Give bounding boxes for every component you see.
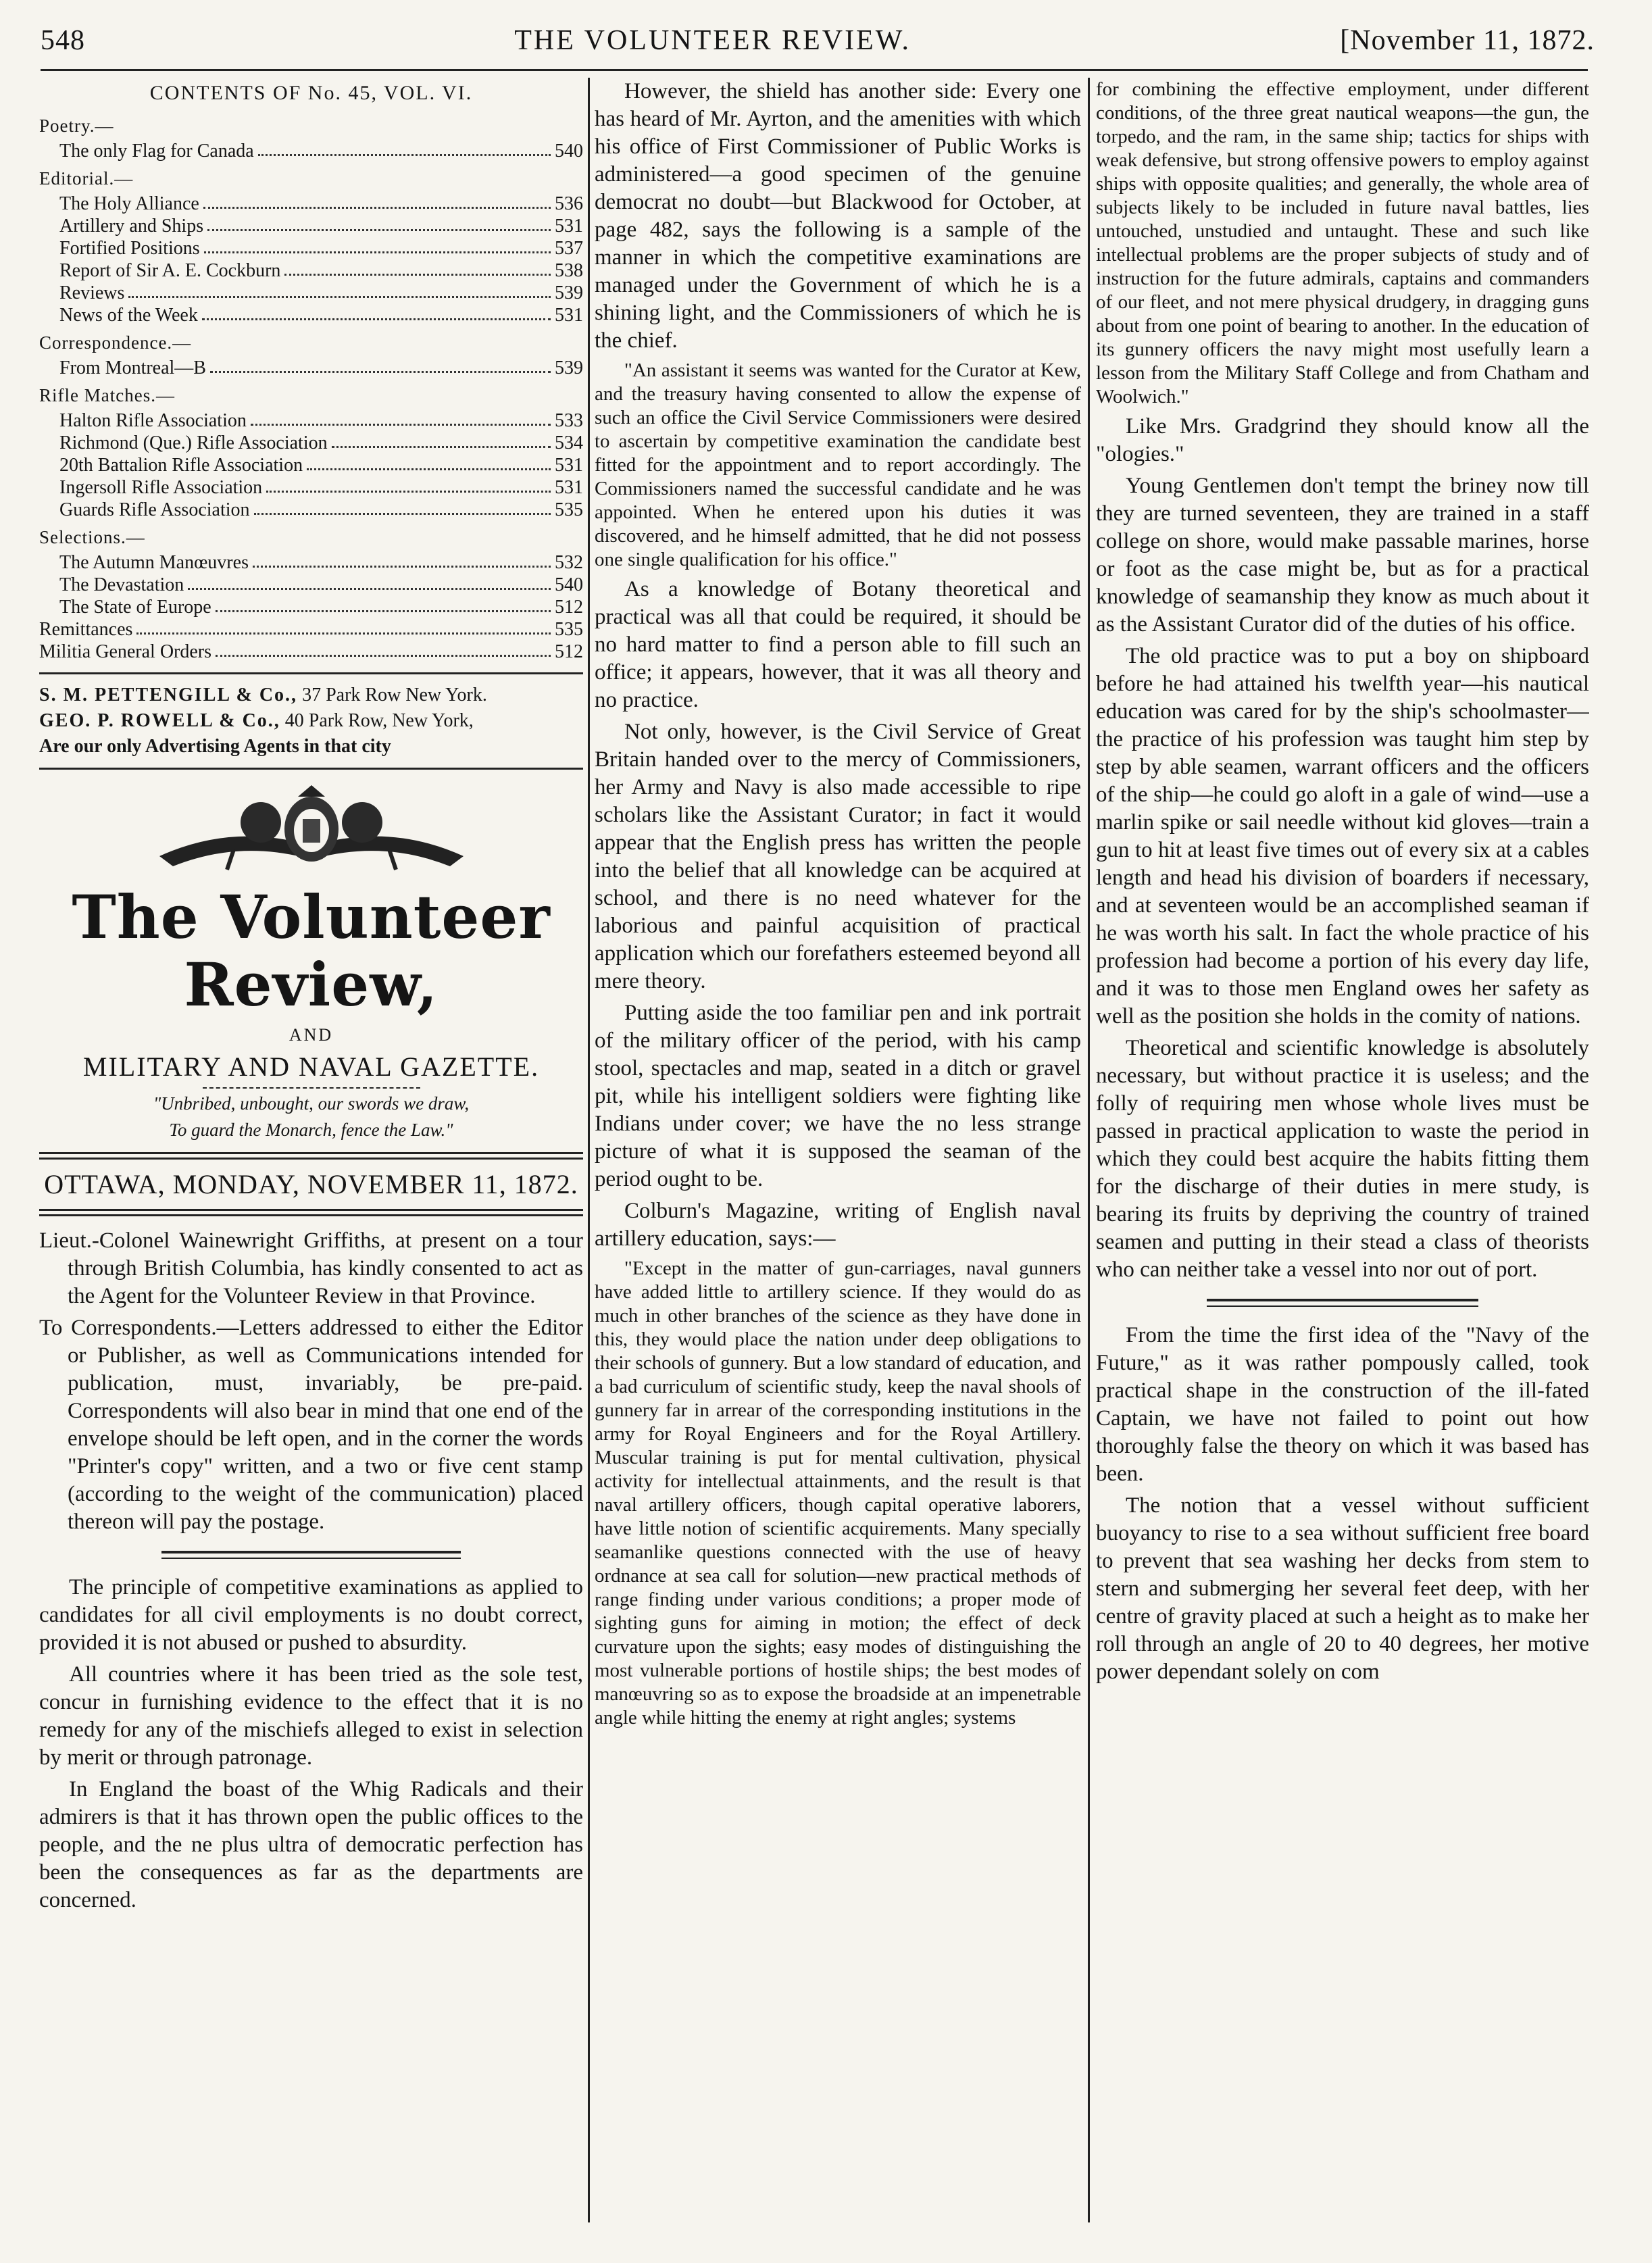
toc-leader-dots	[202, 304, 551, 320]
toc-entry-page: 536	[555, 193, 583, 214]
issue-date: [November 11, 1872.	[1340, 25, 1595, 56]
toc-leader-dots	[216, 641, 551, 657]
divider	[39, 1152, 583, 1160]
column-1	[39, 78, 583, 2222]
paragraph: The principle of competitive examinations as applied to candidates for all civil employments is no doubt correct, provided it is not abused or pushed to absurdity.	[39, 1575, 583, 1655]
toc-entry-page: 531	[555, 455, 583, 476]
toc-entry	[39, 454, 583, 476]
toc-leader-dots	[210, 357, 551, 373]
toc-entry	[39, 259, 583, 282]
toc-entry	[39, 140, 583, 162]
toc-entry	[39, 551, 583, 574]
paragraph: As a knowledge of Botany theoretical and practical was all that could be required, it should be no hard matter to find a person able to fill such an office; it appears, however, that it was all theory and no practice.	[595, 577, 1081, 712]
toc-entry	[39, 618, 583, 641]
quotation: "An assistant it seems was wanted for the Curator at Kew, and the treasury having consented to allow the expense of such an office the Civil Service Commissioners were desired to ascertain by competitive examination the candidate best fitted for the appointment and to report accordingly. The Commissioners named the successful candidate and he was appointed. When he entered upon his duties it was discovered, and he himself admitted, that he did not possess one single qualification for his office."	[595, 359, 1081, 570]
toc-leader-dots	[307, 454, 551, 470]
toc-entry	[39, 304, 583, 326]
agent-name: GEO. P. ROWELL & Co.,	[39, 710, 280, 731]
toc-section-heading: Poetry.—	[39, 116, 114, 136]
toc-leader-dots	[204, 237, 551, 253]
paragraph: In England the boast of the Whig Radicals and their admirers is that it has thrown open the public offices to the people, and the ne plus ultra of democratic perfection has been the consequences as far as the departments are concerned.	[39, 1777, 583, 1912]
toc-entry	[39, 499, 583, 521]
toc-leader-dots	[332, 432, 551, 448]
toc-section-heading: Editorial.—	[39, 168, 134, 189]
quotation-continued: for combining the effective employment, under different conditions, of the three great nautical weapons—the gun, the torpedo, and the ram, in the same ship; tactics for ships with weak defensive, but strong offensive powers to employ against ships with opposite qualities; and generally, the whole area of subjects likely to be included in future naval battles, lies untouched, unstudied and untaught. These and such like intellectual problems are the proper subjects of study and of instruction for the future admirals, captains and commanders of our fleet, and not mere physical drudgery, in dragging guns about from one point of bearing to another. In the education of its gunnery officers the navy might most usefully learn a lesson from the Military Staff College and from Chatham and Woolwich."	[1096, 78, 1589, 407]
toc-entry-page: 537	[555, 238, 583, 259]
toc-entry-title: 20th Battalion Rifle Association	[59, 455, 303, 476]
toc-leader-dots	[188, 574, 551, 590]
journal-title: THE VOLUNTEER REVIEW.	[514, 25, 911, 56]
divider	[1207, 1299, 1478, 1307]
toc-entry-title: Richmond (Que.) Rifle Association	[59, 432, 328, 453]
page-number: 548	[41, 25, 85, 56]
paragraph: Not only, however, is the Civil Service of Great Britain handed over to the mercy of Commissioners, her Army and Navy is also made accessible to ripe scholars like the Assistant Curator; in fact it would appear that the English press has written the people into the belief that all knowledge can be acquired at school, and there is no need whatever for the laborious and painful acquisition of practical application which our forefathers esteemed beyond all mere theory.	[595, 720, 1081, 993]
toc-entry-title: Halton Rifle Association	[59, 410, 247, 431]
toc-entry-page: 535	[555, 499, 583, 520]
toc-entry-page: 539	[555, 357, 583, 378]
toc-entry-page: 531	[555, 477, 583, 498]
toc-leader-dots	[253, 551, 551, 568]
toc-entry-title: Remittances	[39, 619, 133, 640]
toc-entry	[39, 237, 583, 259]
toc-entry-title: The Devastation	[59, 574, 184, 595]
toc-leader-dots	[136, 618, 551, 635]
toc-entry	[39, 282, 583, 304]
toc-entry	[39, 574, 583, 596]
toc-entry-title: The only Flag for Canada	[59, 141, 254, 161]
divider	[39, 1209, 583, 1216]
toc-entry	[39, 215, 583, 237]
contents-title: CONTENTS OF No. 45, VOL. VI.	[149, 82, 473, 104]
toc-entry-page: 535	[555, 619, 583, 640]
agent-name: S. M. PETTENGILL & Co.,	[39, 685, 298, 705]
toc-leader-dots	[266, 476, 551, 493]
toc-entry-title: Ingersoll Rifle Association	[59, 477, 263, 498]
toc-entry-title: News of the Week	[59, 305, 198, 326]
dateline: OTTAWA, MONDAY, NOVEMBER 11, 1872.	[44, 1169, 578, 1199]
agent-line-1	[39, 684, 583, 707]
toc-leader-dots	[203, 193, 551, 209]
column-rule-1	[588, 78, 590, 2222]
agent-line-2	[39, 710, 583, 732]
toc-entry-title: The Holy Alliance	[59, 193, 199, 214]
royal-arms-emblem	[153, 782, 470, 876]
toc-leader-dots	[216, 596, 551, 612]
paragraph: Theoretical and scientific knowledge is absolutely necessary, but without practice it is useless; and the folly of requiring men whose whole lives must be passed in practical application to waste the period in which they could best acquire the habits fitting them for the discharge of their duties in mere study, is bearing its fruits by depriving the country of trained seamen and putting in their stead a class of theorists who can neither take a vessel into nor out of port.	[1096, 1036, 1589, 1282]
header-rule	[41, 69, 1588, 71]
toc-entry-page: 540	[555, 141, 583, 161]
toc-leader-dots	[251, 409, 551, 426]
toc-leader-dots	[254, 499, 551, 515]
toc-entry-title: The State of Europe	[59, 597, 211, 618]
paragraph: Putting aside the too familiar pen and ink portrait of the military officer of the period, with his camp stool, spectacles and map, seated in a ditch or gravel pit, while his intelligent soldiers were fighting like Indians under cover; we have the no less strange picture of what it is supposed the seaman of the period ought to be.	[595, 1001, 1081, 1191]
notice-agent: Lieut.-Colonel Wainewright Griffiths, at present on a tour through British Columbia, has kindly consented to act as the Agent for the Volunteer Review in that Province.	[39, 1228, 583, 1308]
paragraph: All countries where it has been tried as the sole test, concur in furnishing evidence to the effect that it is no remedy for any of the mischiefs alleged to exist in selection by merit or through patronage.	[39, 1662, 583, 1770]
masthead-title: The Volunteer Review,	[72, 882, 551, 1020]
toc-entry	[39, 476, 583, 499]
toc-leader-dots	[258, 140, 551, 156]
agent-address: 40 Park Row, New York,	[284, 710, 474, 731]
toc-entry	[39, 409, 583, 432]
divider	[161, 1551, 461, 1559]
toc-entry	[39, 596, 583, 618]
toc-section-heading: Selections.—	[39, 527, 145, 547]
column-3	[1096, 78, 1589, 2222]
agent-address: 37 Park Row New York.	[302, 685, 487, 705]
toc-entry-page: 512	[555, 597, 583, 618]
divider	[39, 672, 583, 674]
motto-line-1: "Unbribed, unbought, our swords we draw,	[153, 1093, 470, 1114]
toc-entry-title: Artillery and Ships	[59, 216, 204, 237]
toc-entry-title: From Montreal—B	[59, 357, 206, 378]
masthead-and: AND	[289, 1025, 334, 1045]
toc-entry	[39, 357, 583, 379]
column-rule-2	[1088, 78, 1090, 2222]
toc-entry-title: Reviews	[59, 282, 125, 303]
toc-section-heading: Rifle Matches.—	[39, 385, 175, 405]
toc-section-heading: Correspondence.—	[39, 332, 192, 353]
paragraph: Colburn's Magazine, writing of English naval artillery education, says:—	[595, 1199, 1081, 1251]
notice-correspondents: To Correspondents.—Letters addressed to either the Editor or Publisher, as well as Communications intended for publication, must, invariably, be pre-paid. Correspondents will also bear in mind that one end of the envelope should be left open, and in the corner the words "Printer's copy" written, and a two or five cent stamp (according to the weight of the communication) placed thereon will pay the postage.	[39, 1316, 583, 1534]
toc-entry-page: 532	[555, 552, 583, 573]
toc-entry-page: 538	[555, 260, 583, 281]
agent-note: Are our only Advertising Agents in that city	[39, 736, 391, 757]
paragraph: The old practice was to put a boy on shipboard before he had attained his twelfth year—his nautical education was cared for by the ship's schoolmaster—the practice of his profession was taught him step by step by able seamen, warrant officers and the officers of the ship—he could go aloft in a gale of wind—use a marlin spike or sail needle without kid gloves—train a gun to hit at least five times out of every six at a cables length and head his division of boarders if necessary, and at seventeen would be an accomplished seaman if he was worth his salt. In fact the whole practice of his profession had become a portion of his every day life, and it was to those men England owes her safety as well as the position she holds in the comity of nations.	[1096, 644, 1589, 1028]
toc-entry-page: 531	[555, 305, 583, 326]
toc-entry	[39, 193, 583, 215]
toc-leader-dots	[128, 282, 551, 298]
running-head	[41, 14, 1595, 68]
paragraph: From the time the first idea of the "Navy of the Future," as it was rather pompously called, took practical shape in the construction of the ill-fated Captain, we have not failed to point out how thoroughly false the theory on which it was based has been.	[1096, 1323, 1589, 1486]
toc-entry-title: The Autumn Manœuvres	[59, 552, 249, 573]
toc-entry-title: Militia General Orders	[39, 641, 212, 662]
toc-entry-page: 512	[555, 641, 583, 662]
paragraph: Like Mrs. Gradgrind they should know all the "ologies."	[1096, 414, 1589, 466]
toc-leader-dots	[284, 259, 551, 276]
toc-entry	[39, 641, 583, 663]
toc-entry-title: Guards Rifle Association	[59, 499, 250, 520]
table-of-contents	[39, 112, 583, 663]
masthead-subtitle: MILITARY AND NAVAL GAZETTE.	[82, 1051, 540, 1082]
toc-entry-page: 534	[555, 432, 583, 453]
toc-entry-page: 540	[555, 574, 583, 595]
motto-line-2: To guard the Monarch, fence the Law."	[169, 1120, 453, 1140]
paragraph: The notion that a vessel without sufficient buoyancy to rise to a sea without sufficient free board to prevent that sea washing her decks from stem to stern and submerging her several feet deep, with her centre of gravity placed at such a height as to make her roll through an angle of 20 to 40 degrees, her motive power dependant solely on com	[1096, 1493, 1589, 1684]
toc-entry-title: Report of Sir A. E. Cockburn	[59, 260, 281, 281]
paragraph: However, the shield has another side: Every one has heard of Mr. Ayrton, and the amenities with which his office of First Commissioner of Public Works is administered—a good specimen of the genuine democrat no doubt—but Blackwood for October, at page 482, says the following is a sample of the manner in which the competitive examinations are managed under the Government of which he is a shining light, and the Commissioners of which he is the chief.	[595, 79, 1081, 353]
toc-entry	[39, 432, 583, 454]
column-2	[595, 78, 1081, 2222]
paragraph: Young Gentlemen don't tempt the briney now till they are turned seventeen, they are trained in a staff college on shore, would make passable marines, horse or foot as the case might be, but as for a practical knowledge of seamanship they know as much about it as the Assistant Curator did of the duties of his office.	[1096, 474, 1589, 637]
divider	[39, 768, 583, 770]
quotation: "Except in the matter of gun-carriages, naval gunners have added little to artillery science. If they would do as much in other branches of the science as they have done in this, they would place the nation under deep obligations to their schools of gunnery. But a low standard of education, and a bad curriculum of scientific study, keep the naval shools of gunnery far in arrear of the corresponding institutions in the army for Royal Engineers and for the Royal Artillery. Muscular training is put for mental cultivation, physical activity for intellectual attainments, and the result is that naval artillery officers, though capital operative laborers, have little notion of scientific acquirements. Many specially seamanlike questions connected with the use of heavy ordnance at sea call for solution—new practical methods of range finding under various conditions; a proper mode of sighting guns for aiming in motion; the effect of deck curvature upon the sights; easy modes of distinguishing the most vulnerable portions of hostile ships; the best modes of manœuvring so as to expose the broadside at an impenetrable angle while hitting the enemy at right angles; systems	[595, 1258, 1081, 1729]
toc-entry-page: 533	[555, 410, 583, 431]
toc-entry-title: Fortified Positions	[59, 238, 200, 259]
toc-entry-page: 539	[555, 282, 583, 303]
toc-leader-dots	[207, 215, 551, 231]
divider	[203, 1087, 420, 1089]
toc-entry-page: 531	[555, 216, 583, 237]
